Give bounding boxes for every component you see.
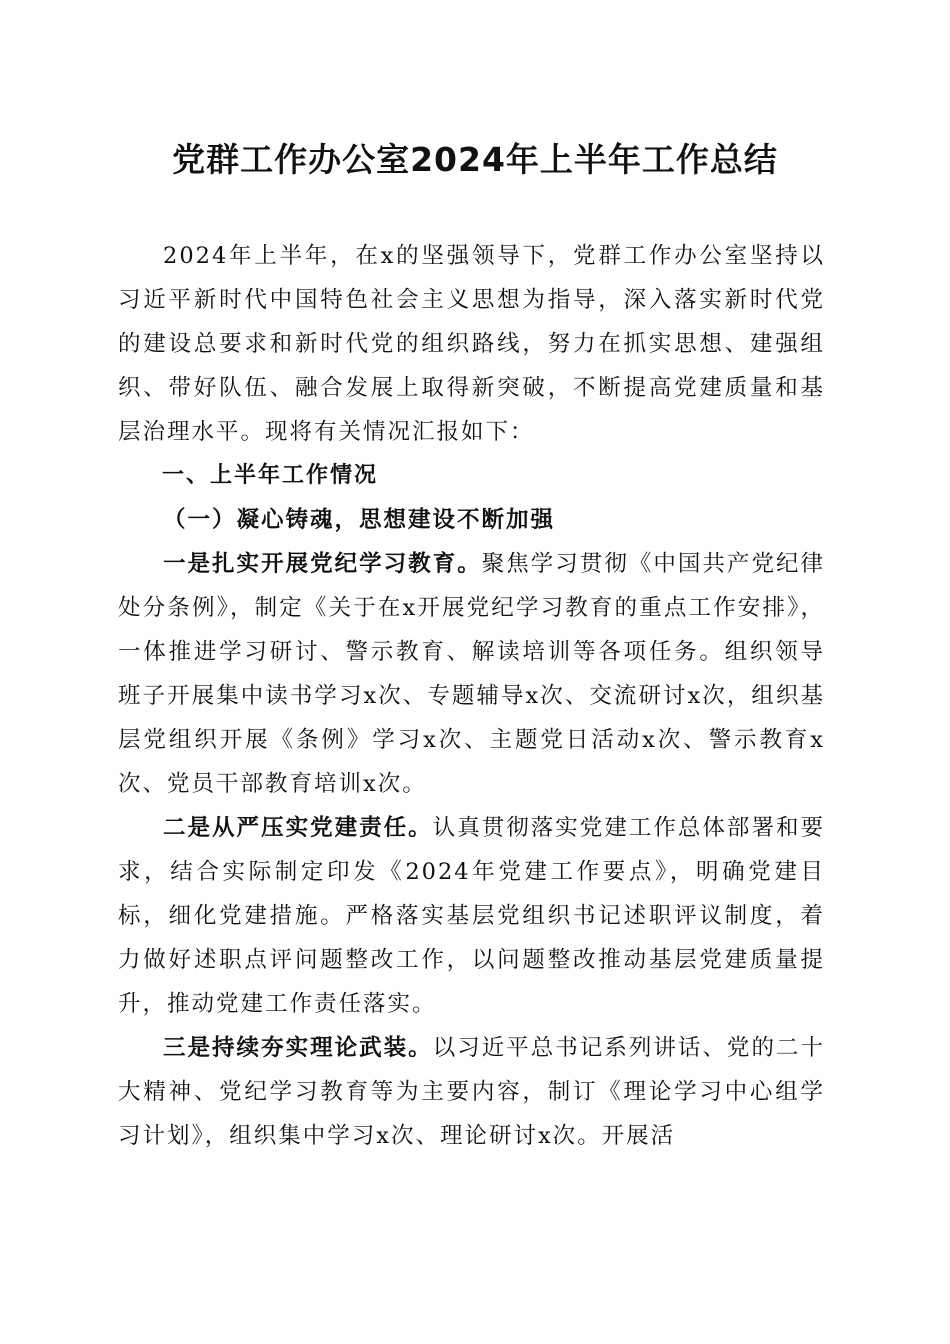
subsection-heading: （一）凝心铸魂，思想建设不断加强: [163, 507, 556, 533]
item-paragraph-1: [118, 542, 825, 806]
item-lead: 二是从严压实党建责任。: [163, 815, 433, 841]
intro-paragraph: 2024年上半年，在x的坚强领导下，党群工作办公室坚持以习近平新时代中国特色社会主义思想为指导，深入落实新时代党的建设总要求和新时代党的组织路线，努力在抓实思想、建强组织、带好队伍、融合发展上取得新突破，不断提高党建质量和基层治理水平。现将有关情况汇报如下：: [118, 243, 825, 445]
item-paragraph-3: [118, 1026, 825, 1158]
document-body: [118, 234, 825, 1158]
item-text: 认真贯彻落实党建工作总体部署和要求，结合实际制定印发《2024年党建工作要点》，明确党建目标，细化党建措施。严格落实基层党组织书记述职评议制度，着力做好述职点评问题整改工作，以问题整改推动基层党建质量提升，推动党建工作责任落实。: [118, 815, 825, 1017]
section-heading: 一、上半年工作情况: [162, 463, 379, 488]
item-lead: 三是持续夯实理论武装。: [163, 1035, 433, 1061]
item-paragraph-2: [118, 806, 825, 1026]
document-title: 党群工作办公室2024年上半年工作总结: [172, 140, 778, 179]
item-text: 以习近平总书记系列讲话、党的二十大精神、党纪学习教育等为主要内容，制订《理论学习中心组学习计划》，组织集中学习x次、理论研讨x次。开展活: [118, 1035, 825, 1149]
item-text: 聚焦学习贯彻《中国共产党纪律处分条例》，制定《关于在x开展党纪学习教育的重点工作安排》，一体推进学习研讨、警示教育、解读培训等各项任务。组织领导班子开展集中读书学习x次、专题辅导x次、交流研讨x次，组织基层党组织开展《条例》学习x次、主题党日活动x次、警示教育x次、党员干部教育培训x次。: [118, 551, 825, 797]
item-lead: 一是扎实开展党纪学习教育。: [163, 551, 482, 577]
